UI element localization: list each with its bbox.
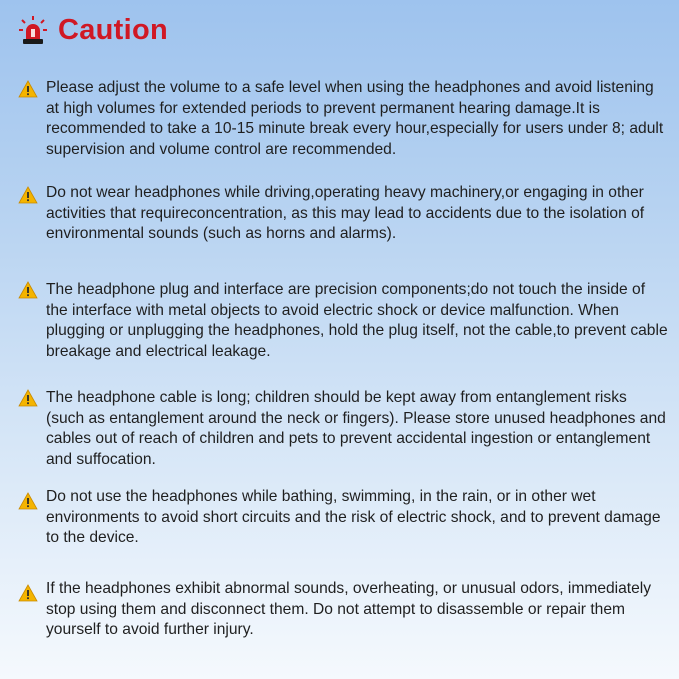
caution-item-text: The headphone plug and interface are precision components;do not touch the inside of the interface with metal objects to avoid electric shock or device malfunction. When plugging or unplugging the headphones, hold the plug itself, not the cable,to prevent cable breakage and electrical leakage. — [46, 281, 668, 360]
warning-triangle-icon — [18, 584, 38, 602]
warning-triangle-icon — [18, 186, 38, 204]
caution-item — [18, 579, 668, 641]
caution-item — [18, 280, 668, 362]
caution-item-text: If the headphones exhibit abnormal sounds, overheating, or unusual odors, immediately stop using them and disconnect them. Do not attempt to disassemble or repair them yourself to avoid further injury. — [46, 580, 652, 638]
caution-item-text: Do not use the headphones while bathing, swimming, in the rain, or in other wet environments to avoid short circuits and the risk of electric shock, and to prevent damage to the device. — [46, 488, 661, 546]
caution-item — [18, 78, 668, 160]
warning-triangle-icon — [18, 80, 38, 98]
caution-item-text: The headphone cable is long; children should be kept away from entanglement risks (such as entanglement around the neck or fingers). Please store unused headphones and cables out of reach of children and pets to prevent accidental ingestion or entanglement and suffocation. — [46, 389, 666, 468]
warning-triangle-icon — [18, 281, 38, 299]
siren-icon — [18, 15, 48, 47]
warning-triangle-icon — [18, 389, 38, 407]
caution-item — [18, 487, 668, 549]
caution-item-text: Do not wear headphones while driving,operating heavy machinery,or engaging in other activities that requireconcentration, as this may lead to accidents due to the isolation of environmental sounds (such as horns and alarms). — [46, 184, 645, 242]
caution-item — [18, 183, 668, 245]
warning-triangle-icon — [18, 492, 38, 510]
caution-item — [18, 388, 668, 470]
caution-header — [18, 14, 168, 47]
caution-item-text: Please adjust the volume to a safe level when using the headphones and avoid listening at high volumes for extended periods to prevent permanent hearing damage.It is recommended to take a 10-15 minute break every hour,especially for users under 8; adult supervision and volume control are recommended. — [46, 79, 664, 158]
page-title: Caution — [58, 14, 169, 46]
